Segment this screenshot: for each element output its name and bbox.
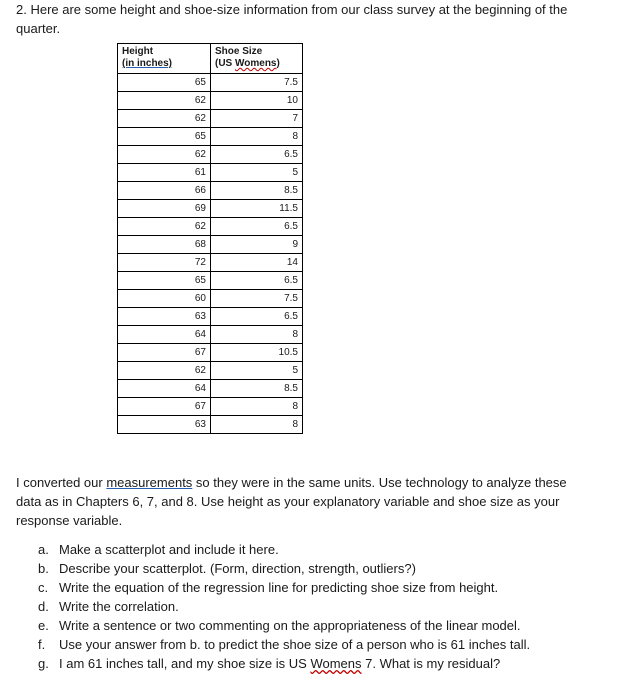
task-text-wavy: Womens [310,656,362,671]
shoe-size-cell: 11.5 [211,200,303,218]
shoe-header-unit-wavy: Womens [235,58,277,69]
shoe-header-unit: (US Womens) [215,58,280,69]
shoe-size-cell: 6.5 [211,146,303,164]
table-row [118,362,303,380]
table-header-row [118,44,303,74]
height-column-header [118,44,211,74]
height-header-label: Height [122,46,154,57]
shoe-column-header [211,44,303,74]
task-marker: b. [38,561,49,576]
paragraph-part2: so they were in the same units. Use technology to analyze these data as in Chapters 6, 7, and 8. Use height as your explanatory variable and shoe size as your response variable. [16,475,567,528]
shoe-size-cell: 9 [211,236,303,254]
height-cell: 68 [118,236,211,254]
paragraph-part1: I converted our [16,475,107,490]
height-cell: 63 [118,308,211,326]
table-row [118,146,303,164]
task-text: Write the correlation. [59,599,179,614]
shoe-size-cell: 8 [211,326,303,344]
table-row [118,416,303,434]
table-row [118,74,303,92]
task-text: Write a sentence or two commenting on the appropriateness of the linear model. [59,618,521,633]
height-cell: 69 [118,200,211,218]
shoe-size-cell: 6.5 [211,308,303,326]
height-shoe-table [117,43,303,434]
task-marker: f. [38,637,46,652]
task-marker: g. [38,656,49,671]
height-cell: 60 [118,290,211,308]
table-row [118,308,303,326]
shoe-size-cell: 7.5 [211,290,303,308]
shoe-size-cell: 6.5 [211,272,303,290]
height-cell: 62 [118,362,211,380]
task-text: 7. What is my residual? [361,656,501,671]
task-marker: a. [38,542,49,557]
shoe-size-cell: 5 [211,164,303,182]
task-item [38,540,598,559]
shoe-size-cell: 8 [211,128,303,146]
task-item [38,635,598,654]
height-header-unit: (in inches) [122,58,173,69]
instructions-paragraph [16,473,591,530]
height-cell: 62 [118,110,211,128]
task-text: Make a scatterplot and include it here. [59,542,279,557]
table-row [118,200,303,218]
table-row [118,272,303,290]
task-text: I am 61 inches tall, and my shoe size is US [59,656,311,671]
table-row [118,326,303,344]
table-row [118,110,303,128]
shoe-header-label: Shoe Size [215,46,263,57]
table-row [118,254,303,272]
height-cell: 63 [118,416,211,434]
task-item [38,578,598,597]
table-row [118,344,303,362]
question-text: 2. Here are some height and shoe-size information from our class survey at the beginning of the quarter. [16,2,568,36]
task-item [38,616,598,635]
height-cell: 61 [118,164,211,182]
shoe-size-cell: 8 [211,398,303,416]
table-row [118,290,303,308]
task-marker: c. [38,580,49,595]
task-text: Write the equation of the regression line for predicting shoe size from height. [59,580,499,595]
shoe-size-cell: 8.5 [211,182,303,200]
table-body [118,74,303,434]
height-cell: 66 [118,182,211,200]
table-row [118,236,303,254]
shoe-size-cell: 5 [211,362,303,380]
height-cell: 67 [118,344,211,362]
task-item [38,559,598,578]
shoe-size-cell: 10.5 [211,344,303,362]
shoe-size-cell: 8.5 [211,380,303,398]
task-item [38,597,598,616]
shoe-size-cell: 6.5 [211,218,303,236]
measurements-underlined: measurements [106,475,193,490]
table-row [118,380,303,398]
height-cell: 72 [118,254,211,272]
task-marker: d. [38,599,49,614]
task-text: Describe your scatterplot. (Form, direction, strength, outliers?) [59,561,416,576]
table-row [118,164,303,182]
task-marker: e. [38,618,49,633]
height-cell: 67 [118,398,211,416]
height-cell: 62 [118,218,211,236]
shoe-size-cell: 7.5 [211,74,303,92]
shoe-size-cell: 10 [211,92,303,110]
shoe-size-cell: 8 [211,416,303,434]
table-row [118,218,303,236]
task-list [38,540,598,673]
shoe-size-cell: 14 [211,254,303,272]
height-cell: 64 [118,326,211,344]
height-cell: 65 [118,128,211,146]
height-cell: 65 [118,272,211,290]
height-cell: 65 [118,74,211,92]
table-row [118,128,303,146]
table-row [118,182,303,200]
task-text: Use your answer from b. to predict the shoe size of a person who is 61 inches tall. [59,637,531,652]
height-cell: 64 [118,380,211,398]
task-item [38,654,598,673]
height-cell: 62 [118,146,211,164]
table-row [118,398,303,416]
shoe-size-cell: 7 [211,110,303,128]
height-cell: 62 [118,92,211,110]
table-row [118,92,303,110]
